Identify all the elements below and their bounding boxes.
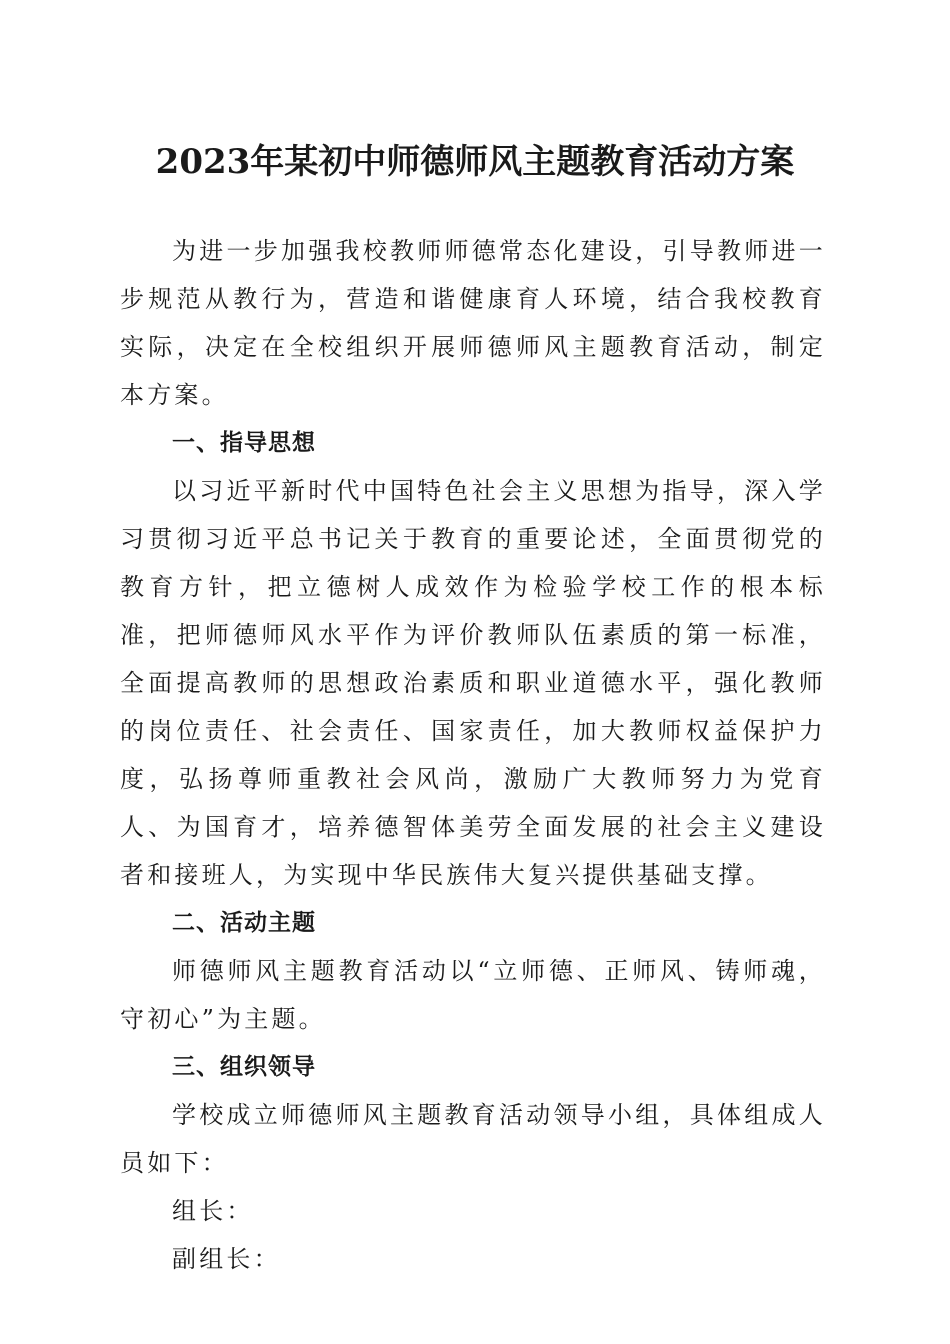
member-line-leader: 组长： bbox=[172, 1197, 254, 1225]
section-heading-guiding-ideology: 一、指导思想 bbox=[172, 430, 316, 456]
document-body bbox=[120, 227, 826, 1283]
section-heading-organization: 三、组织领导 bbox=[172, 1054, 316, 1080]
section-text-activity-theme: 师德师风主题教育活动以“立师德、正师风、铸师魂，守初心”为主题。 bbox=[120, 957, 826, 1033]
section-text-guiding-ideology: 以习近平新时代中国特色社会主义思想为指导，深入学习贯彻习近平总书记关于教育的重要论述，全面贯彻党的教育方针，把立德树人成效作为检验学校工作的根本标准，把师德师风水平作为评价教师队伍素质的第一标准，全面提高教师的思想政治素质和职业道德水平，强化教师的岗位责任、社会责任、国家责任，加大教师权益保护力度，弘扬尊师重教社会风尚，激励广大教师努力为党育人、为国育才，培养德智体美劳全面发展的社会主义建设者和接班人，为实现中华民族伟大复兴提供基础支撑。 bbox=[120, 477, 826, 889]
intro-paragraph: 为进一步加强我校教师师德常态化建设，引导教师进一步规范从教行为，营造和谐健康育人环境，结合我校教育实际，决定在全校组织开展师德师风主题教育活动，制定本方案。 bbox=[120, 237, 826, 409]
section-text-organization: 学校成立师德师风主题教育活动领导小组，具体组成人员如下： bbox=[120, 1101, 826, 1177]
member-line-deputy-leader: 副组长： bbox=[172, 1245, 281, 1273]
section-heading-activity-theme: 二、活动主题 bbox=[172, 910, 316, 936]
document-title: 2023年某初中师德师风主题教育活动方案 bbox=[155, 142, 795, 182]
